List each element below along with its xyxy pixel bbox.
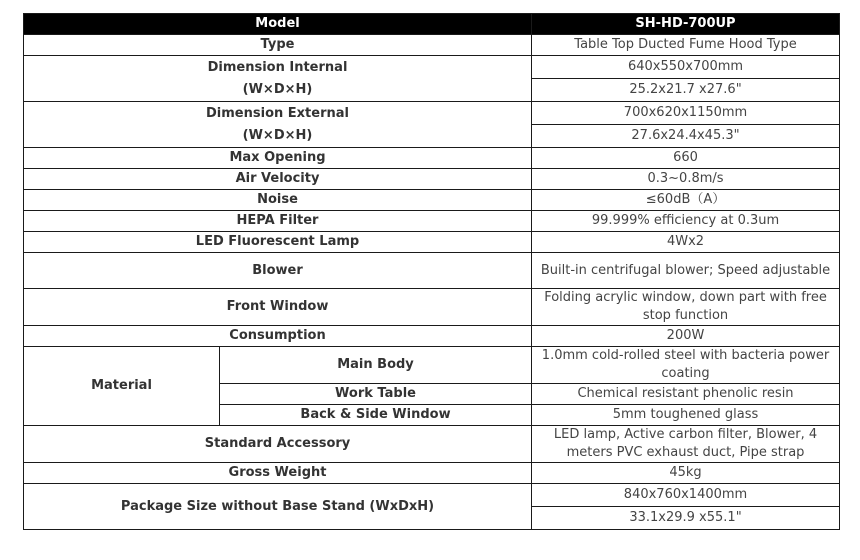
dimension-external-title: Dimension External xyxy=(206,105,349,121)
main-body-value: 1.0mm cold-rolled steel with bacteria power coating xyxy=(532,347,840,384)
row-air-velocity xyxy=(24,169,840,190)
consumption-value: 200W xyxy=(532,326,840,347)
package-size-mm: 840x760x1400mm xyxy=(623,487,748,502)
front-window-label: Front Window xyxy=(24,289,532,326)
row-hepa-filter xyxy=(24,211,840,232)
dimension-external-mm: 700x620x1150mm xyxy=(623,105,748,120)
dimension-internal-label xyxy=(24,56,532,102)
row-dimension-external xyxy=(24,102,840,148)
row-standard-accessory xyxy=(24,426,840,463)
work-table-value: Chemical resistant phenolic resin xyxy=(532,384,840,405)
noise-value: ≤60dB（A） xyxy=(532,190,840,211)
row-noise xyxy=(24,190,840,211)
row-package-size xyxy=(24,484,840,530)
max-opening-value: 660 xyxy=(532,148,840,169)
package-size-value xyxy=(532,484,840,530)
row-blower xyxy=(24,253,840,289)
back-side-window-value: 5mm toughened glass xyxy=(532,405,840,426)
row-max-opening xyxy=(24,148,840,169)
spec-table xyxy=(23,13,840,530)
dimension-external-label xyxy=(24,102,532,148)
dimension-internal-value xyxy=(532,56,840,102)
led-lamp-value: 4Wx2 xyxy=(532,232,840,253)
front-window-value: Folding acrylic window, down part with free stop function xyxy=(532,289,840,326)
noise-label: Noise xyxy=(24,190,532,211)
package-size-label: Package Size without Base Stand (WxDxH) xyxy=(24,484,532,530)
standard-accessory-label: Standard Accessory xyxy=(24,426,532,463)
header-row xyxy=(24,14,840,35)
consumption-label: Consumption xyxy=(24,326,532,347)
dimension-internal-inch: 25.2x21.7 x27.6" xyxy=(532,78,839,101)
blower-value: Built-in centrifugal blower; Speed adjustable xyxy=(532,253,840,289)
row-consumption xyxy=(24,326,840,347)
gross-weight-value: 45kg xyxy=(532,463,840,484)
dimension-external-value xyxy=(532,102,840,148)
dimension-external-unit: (W×D×H) xyxy=(242,127,313,143)
dimension-external-inch: 27.6x24.4x45.3" xyxy=(532,124,839,147)
row-front-window xyxy=(24,289,840,326)
led-lamp-label: LED Fluorescent Lamp xyxy=(24,232,532,253)
row-led-lamp xyxy=(24,232,840,253)
dimension-internal-unit: (W×D×H) xyxy=(242,81,313,97)
package-size-inch: 33.1x29.9 x55.1" xyxy=(532,506,839,529)
work-table-label: Work Table xyxy=(220,384,532,405)
back-side-window-label: Back & Side Window xyxy=(220,405,532,426)
type-label: Type xyxy=(24,35,532,56)
type-value: Table Top Ducted Fume Hood Type xyxy=(532,35,840,56)
model-label: Model xyxy=(24,14,532,35)
row-type xyxy=(24,35,840,56)
standard-accessory-value: LED lamp, Active carbon filter, Blower, 4 meters PVC exhaust duct, Pipe strap xyxy=(532,426,840,463)
gross-weight-label: Gross Weight xyxy=(24,463,532,484)
row-dimension-internal xyxy=(24,56,840,102)
material-label: Material xyxy=(24,347,220,426)
dimension-internal-mm: 640x550x700mm xyxy=(627,59,744,74)
row-material-main-body xyxy=(24,347,840,384)
dimension-internal-title: Dimension Internal xyxy=(207,59,348,75)
hepa-filter-label: HEPA Filter xyxy=(24,211,532,232)
main-body-label: Main Body xyxy=(220,347,532,384)
blower-label: Blower xyxy=(24,253,532,289)
air-velocity-value: 0.3~0.8m/s xyxy=(532,169,840,190)
air-velocity-label: Air Velocity xyxy=(24,169,532,190)
row-gross-weight xyxy=(24,463,840,484)
hepa-filter-value: 99.999% efficiency at 0.3um xyxy=(532,211,840,232)
model-value: SH-HD-700UP xyxy=(532,14,840,35)
max-opening-label: Max Opening xyxy=(24,148,532,169)
